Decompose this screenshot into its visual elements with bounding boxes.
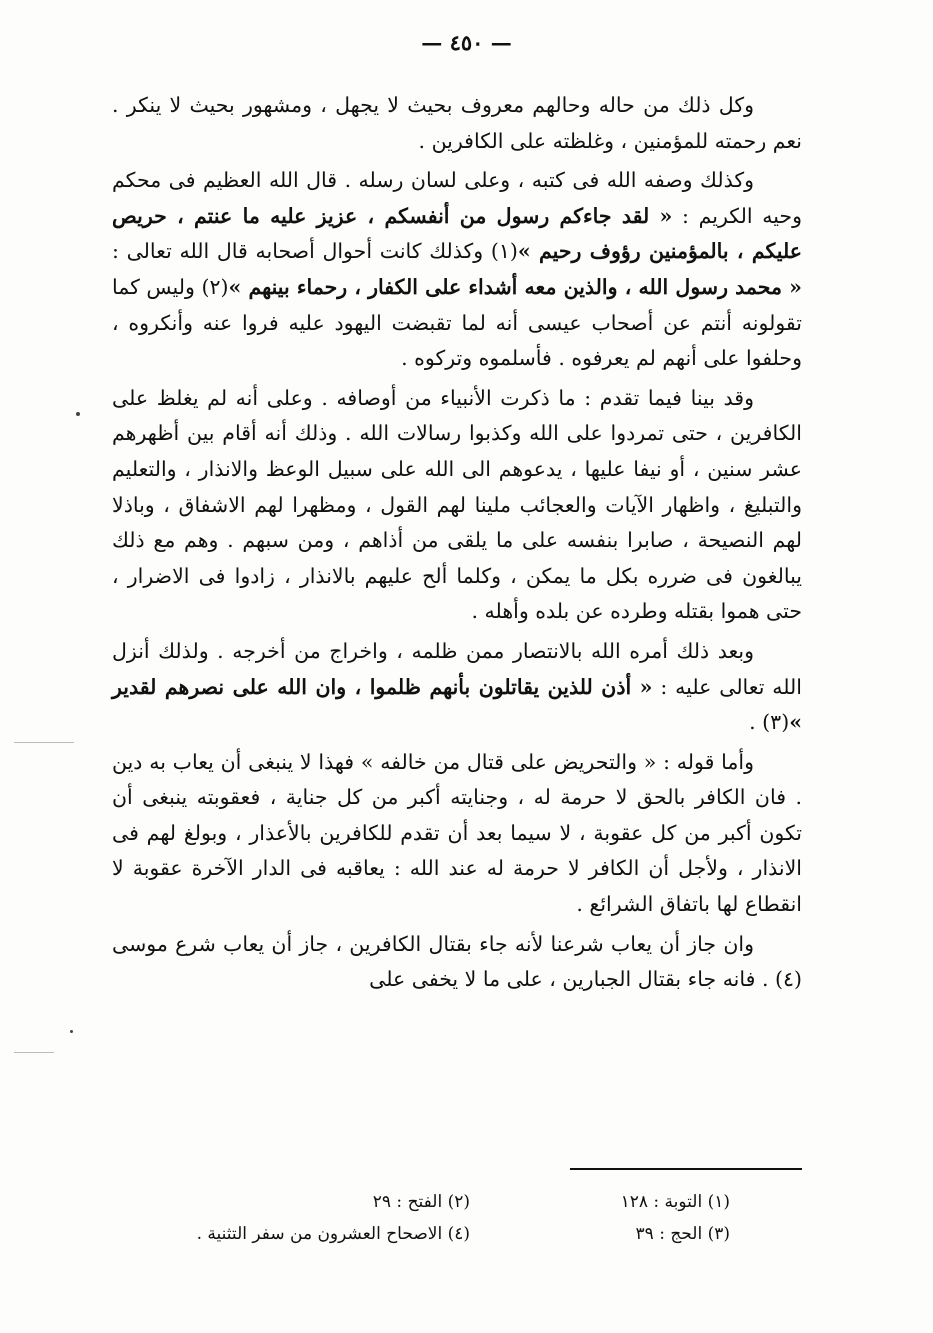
quran-quote: « لقد جاءكم رسول من أنفسكم ، عزيز عليه ما عنتم ، حريص عليكم ، بالمؤمنين رؤوف رحيم » — [112, 203, 802, 264]
footnote-2: (٢) الفتح : ٢٩ — [372, 1192, 470, 1212]
text-segment: (٣) . — [749, 710, 790, 735]
body-paragraph — [112, 381, 802, 630]
text-segment: وبعد ذلك أمره الله بالانتصار ممن ظلمه ، واخراج من أخرجه . ولذلك أنزل الله تعالى عليه : — [112, 638, 802, 699]
text-segment: وان جاز أن يعاب شرعنا لأنه جاء بقتال الكافرين ، جاز أن يعاب شرع موسى (٤) . فانه جاء بقتال الجبارين ، على ما لا يخفى على — [112, 931, 802, 992]
footnotes — [150, 1186, 730, 1250]
text-segment: (٢) وليس كما تقولونه أنتم عن أصحاب عيسى أنه لما تقبضت اليهود عليه فروا عنه وأنكروه ، وحلفوا على أنهم لم يعرفوه . فأسلموه وتركوه . — [112, 274, 802, 371]
body-paragraph — [112, 745, 802, 923]
body-paragraph — [112, 88, 802, 159]
scan-speck — [70, 1030, 73, 1033]
scan-speck — [76, 412, 80, 416]
footnote-row — [150, 1186, 730, 1218]
page-number: — ٤٥٠ — — [421, 30, 512, 55]
footnote-separator — [570, 1168, 802, 1170]
footnote-1: (١) التوبة : ١٢٨ — [620, 1192, 730, 1212]
scan-edge-mark — [14, 1052, 54, 1053]
text-segment: وأما قوله : « والتحريض على قتال من خالفه » فهذا لا ينبغى أن يعاب به دين . فان الكافر بالحق لا حرمة له ، وجنايته أكبر من كل جناية ، فعقوبته ينبغى أن تكون أكبر من كل عقوبة ، لا سيما بعد أن تقدم للكافرين بالأعذار ، وبولغ لهم فى الانذار ، ولأجل أن الكافر لا حرمة له عند الله : يعاقبه فى الدار الآخرة عقوبة لا انقطاع لها باتفاق الشرائع . — [112, 749, 802, 917]
quran-quote: « أذن للذين يقاتلون بأنهم ظلموا ، وان الله على نصرهم لقدير » — [112, 674, 802, 735]
scan-edge-mark — [14, 742, 74, 743]
footnote-3: (٣) الحج : ٣٩ — [635, 1224, 730, 1244]
footnote-4: (٤) الاصحاح العشرون من سفر التثنية . — [196, 1224, 470, 1244]
body-paragraph — [112, 927, 802, 998]
quran-quote: « محمد رسول الله ، والذين معه أشداء على الكفار ، رحماء بينهم » — [228, 274, 802, 299]
text-segment: وكل ذلك من حاله وحالهم معروف بحيث لا يجهل ، ومشهور بحيث لا ينكر . نعم رحمته للمؤمنين ، وغلظته على الكافرين . — [112, 93, 802, 153]
body-text — [112, 88, 802, 998]
text-segment: (١) وكذلك كانت أحوال أصحابه قال الله تعالى : — [112, 239, 518, 264]
footnote-row — [150, 1218, 730, 1250]
text-segment: وكذلك وصفه الله فى كتبه ، وعلى لسان رسله . قال الله العظيم فى محكم وحيه الكريم : — [112, 168, 802, 228]
body-paragraph — [112, 634, 802, 741]
text-segment: وقد بينا فيما تقدم : ما ذكرت الأنبياء من أوصافه . وعلى أنه لم يغلظ على الكافرين ، حتى تمردوا على الله وكذبوا رسالات الله . وذلك أنه أقام بين أظهرهم عشر سنين ، أو نيفا عليها ، يدعوهم الى الله على سبيل الوعظ والانذار ، والتعليم والتبليغ ، واظهار الآيات والعجائب ملينا لهم القول ، ومظهرا لهم الاشفاق ، وباذلا لهم النصيحة ، صابرا بنفسه على ما يلقى من أذاهم ، ومن سبهم . وهم مع ذلك يبالغون فى ضرره بكل ما يمكن ، وكلما ألح عليهم بالانذار ، زادوا فى الاضرار ، حتى هموا بقتله وطرده عن بلده وأهله . — [112, 385, 802, 624]
body-paragraph — [112, 163, 802, 377]
